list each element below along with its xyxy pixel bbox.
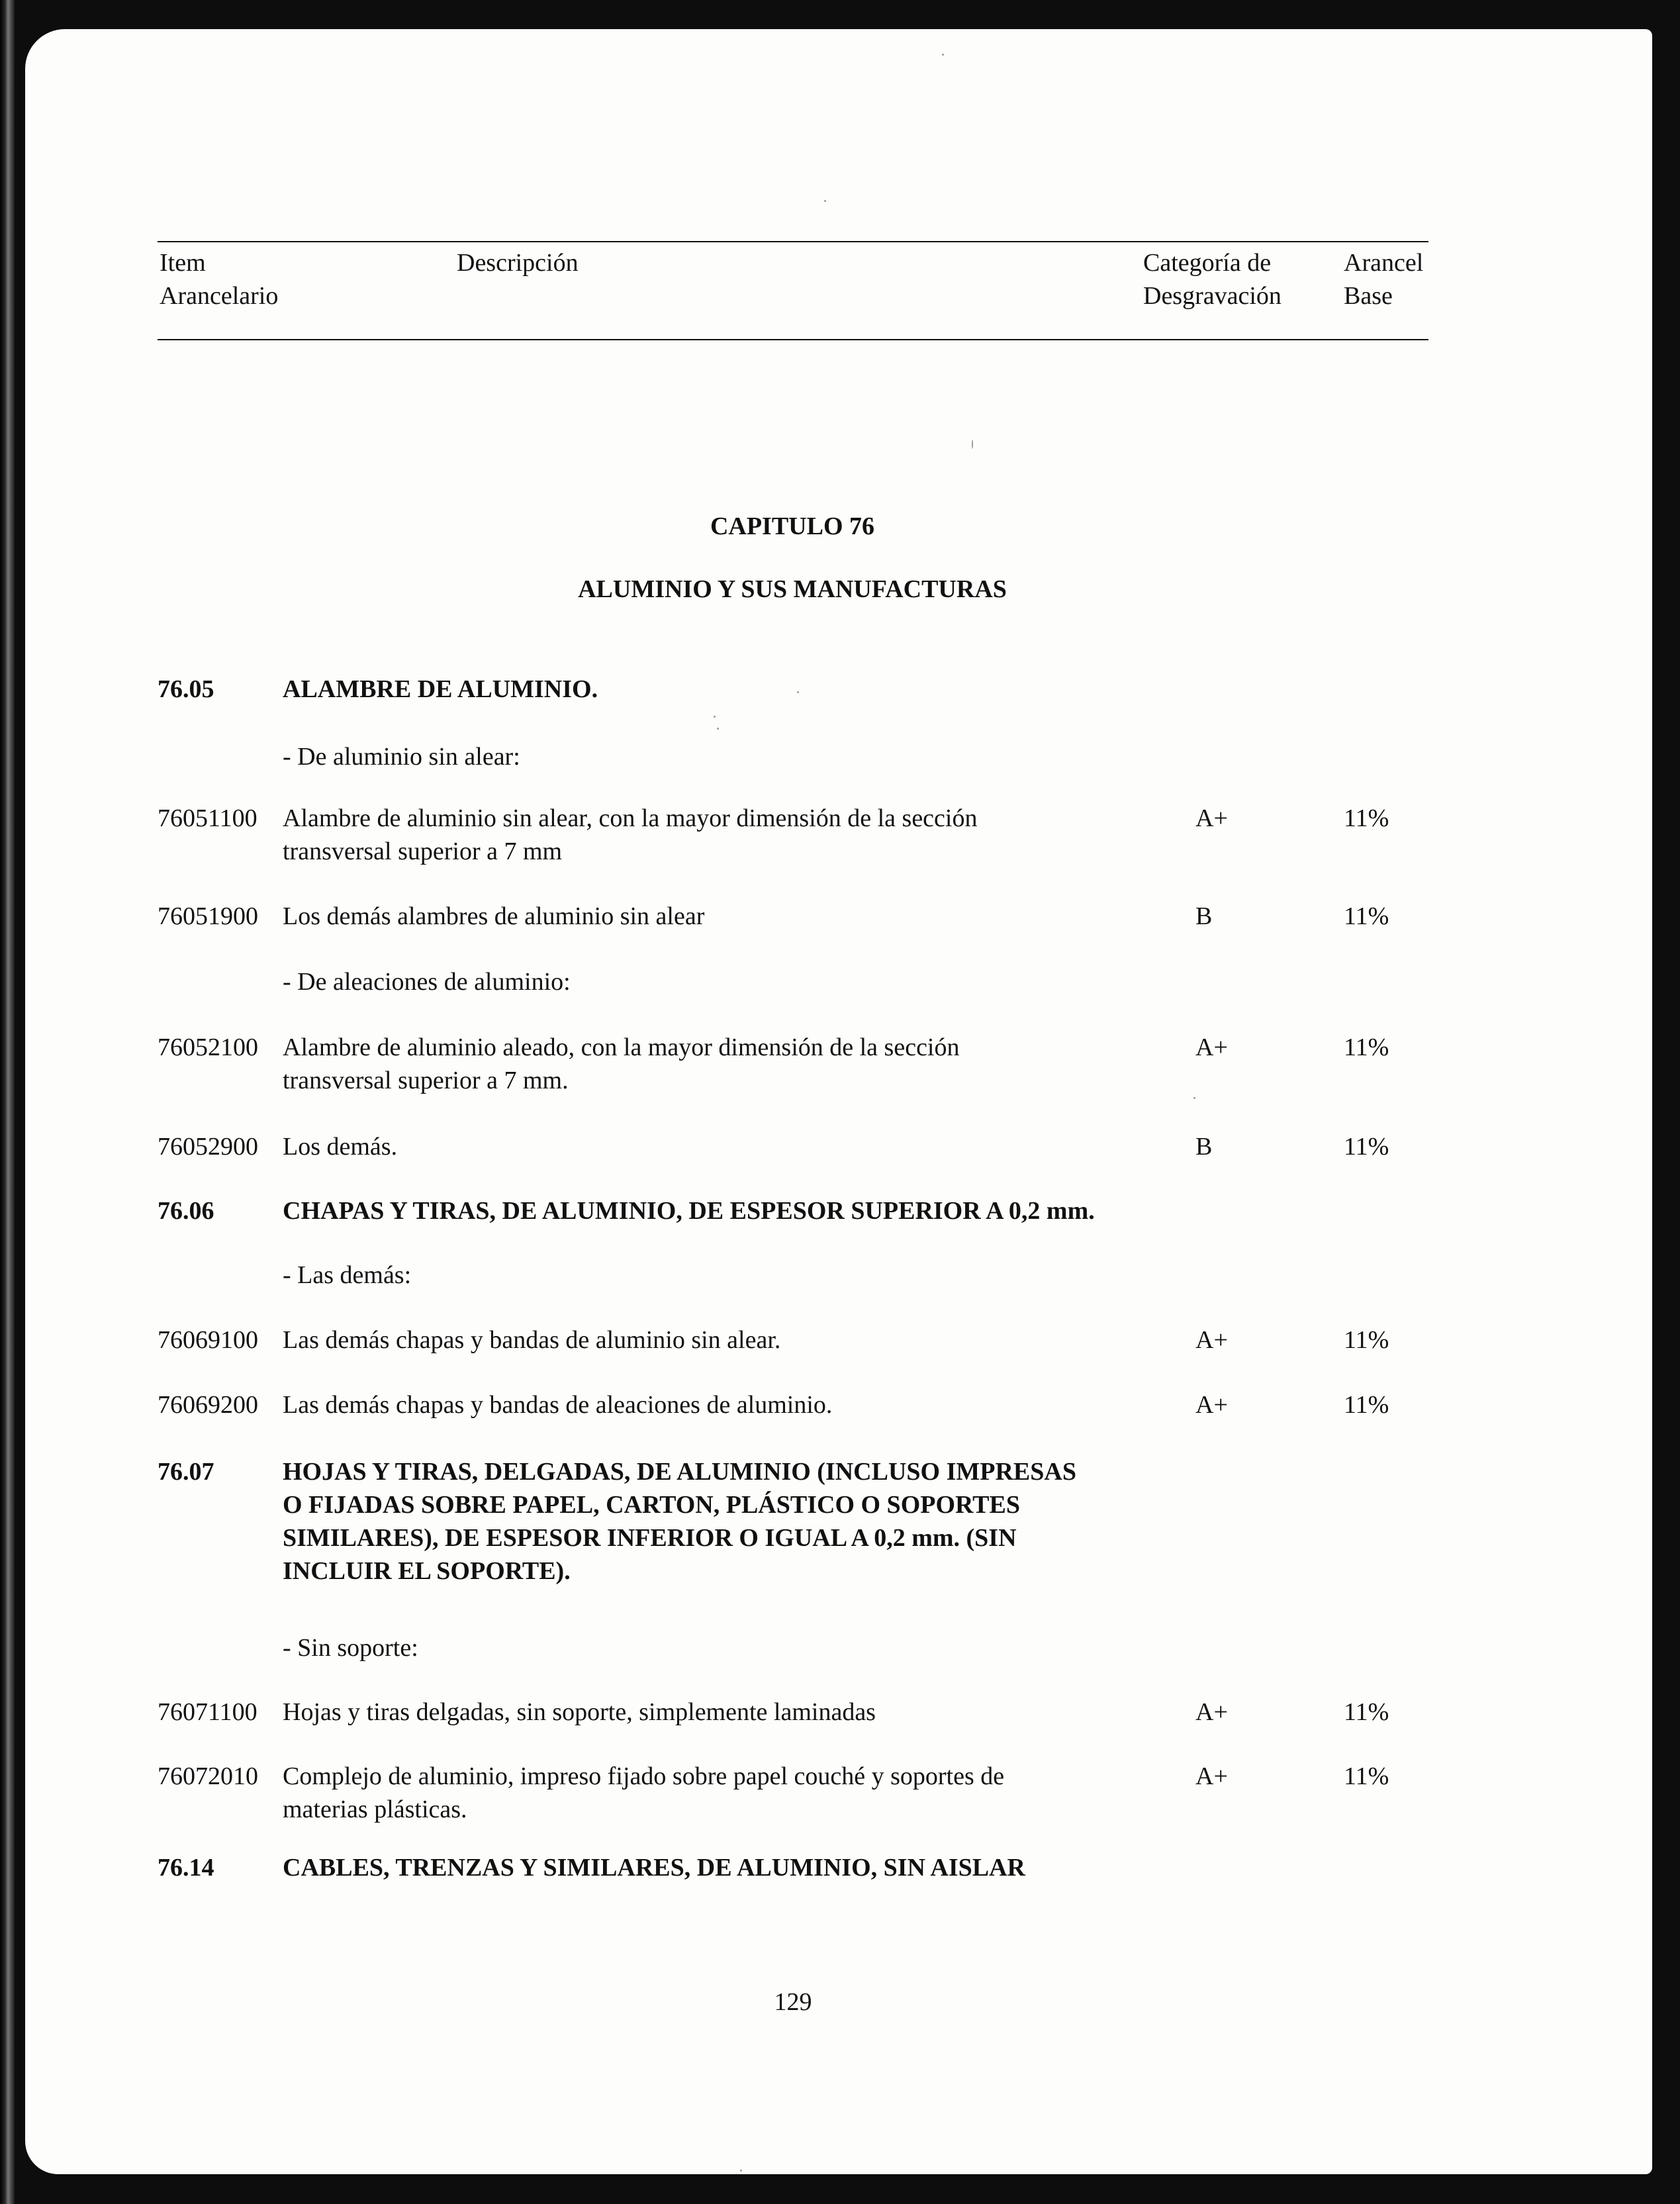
item-code: 76069100 (158, 1326, 258, 1354)
document-page (25, 29, 1652, 2174)
item-code: 76052100 (158, 1033, 258, 1061)
item-category: B (1195, 902, 1213, 930)
heading-code: 76.05 (158, 675, 214, 703)
heading-code: 76.14 (158, 1854, 214, 1882)
item-rate: 11% (1344, 1033, 1389, 1061)
item-rate: 11% (1344, 1133, 1389, 1161)
item-description-line: transversal superior a 7 mm. (283, 1067, 569, 1094)
item-rate: 11% (1344, 1698, 1389, 1726)
page-number: 129 (774, 1988, 812, 2016)
item-code: 76069200 (158, 1391, 258, 1419)
subheading-text: - De aluminio sin alear: (283, 743, 520, 771)
header-col-category-line1: Categoría de (1143, 249, 1272, 277)
item-category: B (1195, 1133, 1213, 1161)
subheading-text: - Sin soporte: (283, 1634, 418, 1662)
scan-speck (972, 440, 973, 449)
header-col-rate (1344, 246, 1423, 312)
item-category: A+ (1195, 1391, 1228, 1419)
item-category: A+ (1195, 1326, 1228, 1354)
heading-code: 76.07 (158, 1458, 214, 1486)
header-col-category (1143, 246, 1282, 312)
item-rate: 11% (1344, 902, 1389, 930)
heading-description-line: HOJAS Y TIRAS, DELGADAS, DE ALUMINIO (INCLUSO IMPRESAS (283, 1458, 1076, 1486)
chapter-number: CAPITULO 76 (710, 512, 875, 540)
subheading-text: - De aleaciones de aluminio: (283, 968, 571, 996)
scan-speck (717, 728, 719, 730)
item-category: A+ (1195, 804, 1228, 832)
item-code: 76051900 (158, 902, 258, 930)
item-description-line: materias plásticas. (283, 1796, 467, 1823)
subheading-text: - Las demás: (283, 1261, 412, 1289)
item-category: A+ (1195, 1698, 1228, 1726)
header-col-description: Descripción (457, 249, 579, 277)
scan-speck (824, 200, 826, 202)
item-description-line: Complejo de aluminio, impreso fijado sobre papel couché y soportes de (283, 1762, 1005, 1790)
header-top-rule (158, 241, 1428, 242)
header-col-category-line2: Desgravación (1143, 282, 1282, 310)
header-col-rate-line2: Base (1344, 282, 1393, 310)
heading-description-line: CABLES, TRENZAS Y SIMILARES, DE ALUMINIO, SIN AISLAR (283, 1854, 1026, 1882)
item-code: 76052900 (158, 1133, 258, 1161)
heading-code: 76.06 (158, 1197, 214, 1225)
item-code: 76072010 (158, 1762, 258, 1790)
scan-speck (1193, 1097, 1195, 1099)
header-col-item-line1: Item (160, 249, 206, 277)
item-code: 76051100 (158, 804, 257, 832)
scan-speck (740, 2170, 742, 2172)
item-description-line: Las demás chapas y bandas de aleaciones de aluminio. (283, 1391, 833, 1419)
header-bottom-rule (158, 339, 1428, 340)
item-description-line: Alambre de aluminio aleado, con la mayor dimensión de la sección (283, 1033, 960, 1061)
item-rate: 11% (1344, 804, 1389, 832)
item-category: A+ (1195, 1033, 1228, 1061)
chapter-title: ALUMINIO Y SUS MANUFACTURAS (578, 575, 1007, 603)
item-rate: 11% (1344, 1762, 1389, 1790)
item-description-line: Los demás alambres de aluminio sin alear (283, 902, 705, 930)
header-col-item-line2: Arancelario (160, 282, 279, 310)
scan-speck (797, 691, 799, 693)
item-description-line: Las demás chapas y bandas de aluminio sin alear. (283, 1326, 781, 1354)
heading-description-line: INCLUIR EL SOPORTE). (283, 1557, 571, 1585)
item-rate: 11% (1344, 1326, 1389, 1354)
scan-speck (942, 54, 944, 56)
scan-edge (0, 0, 15, 2204)
item-code: 76071100 (158, 1698, 257, 1726)
scan-speck (714, 716, 716, 718)
heading-description-line: ALAMBRE DE ALUMINIO. (283, 675, 598, 703)
item-description-line: Los demás. (283, 1133, 398, 1161)
item-description-line: Hojas y tiras delgadas, sin soporte, simplemente laminadas (283, 1698, 876, 1726)
header-col-rate-line1: Arancel (1344, 249, 1424, 277)
item-category: A+ (1195, 1762, 1228, 1790)
header-col-item (160, 246, 278, 312)
item-description-line: transversal superior a 7 mm (283, 838, 563, 865)
item-description-line: Alambre de aluminio sin alear, con la mayor dimensión de la sección (283, 804, 978, 832)
heading-description-line: SIMILARES), DE ESPESOR INFERIOR O IGUAL A 0,2 mm. (SIN (283, 1524, 1017, 1552)
item-rate: 11% (1344, 1391, 1389, 1419)
heading-description-line: O FIJADAS SOBRE PAPEL, CARTON, PLÁSTICO O SOPORTES (283, 1491, 1020, 1519)
heading-description-line: CHAPAS Y TIRAS, DE ALUMINIO, DE ESPESOR SUPERIOR A 0,2 mm. (283, 1197, 1095, 1225)
